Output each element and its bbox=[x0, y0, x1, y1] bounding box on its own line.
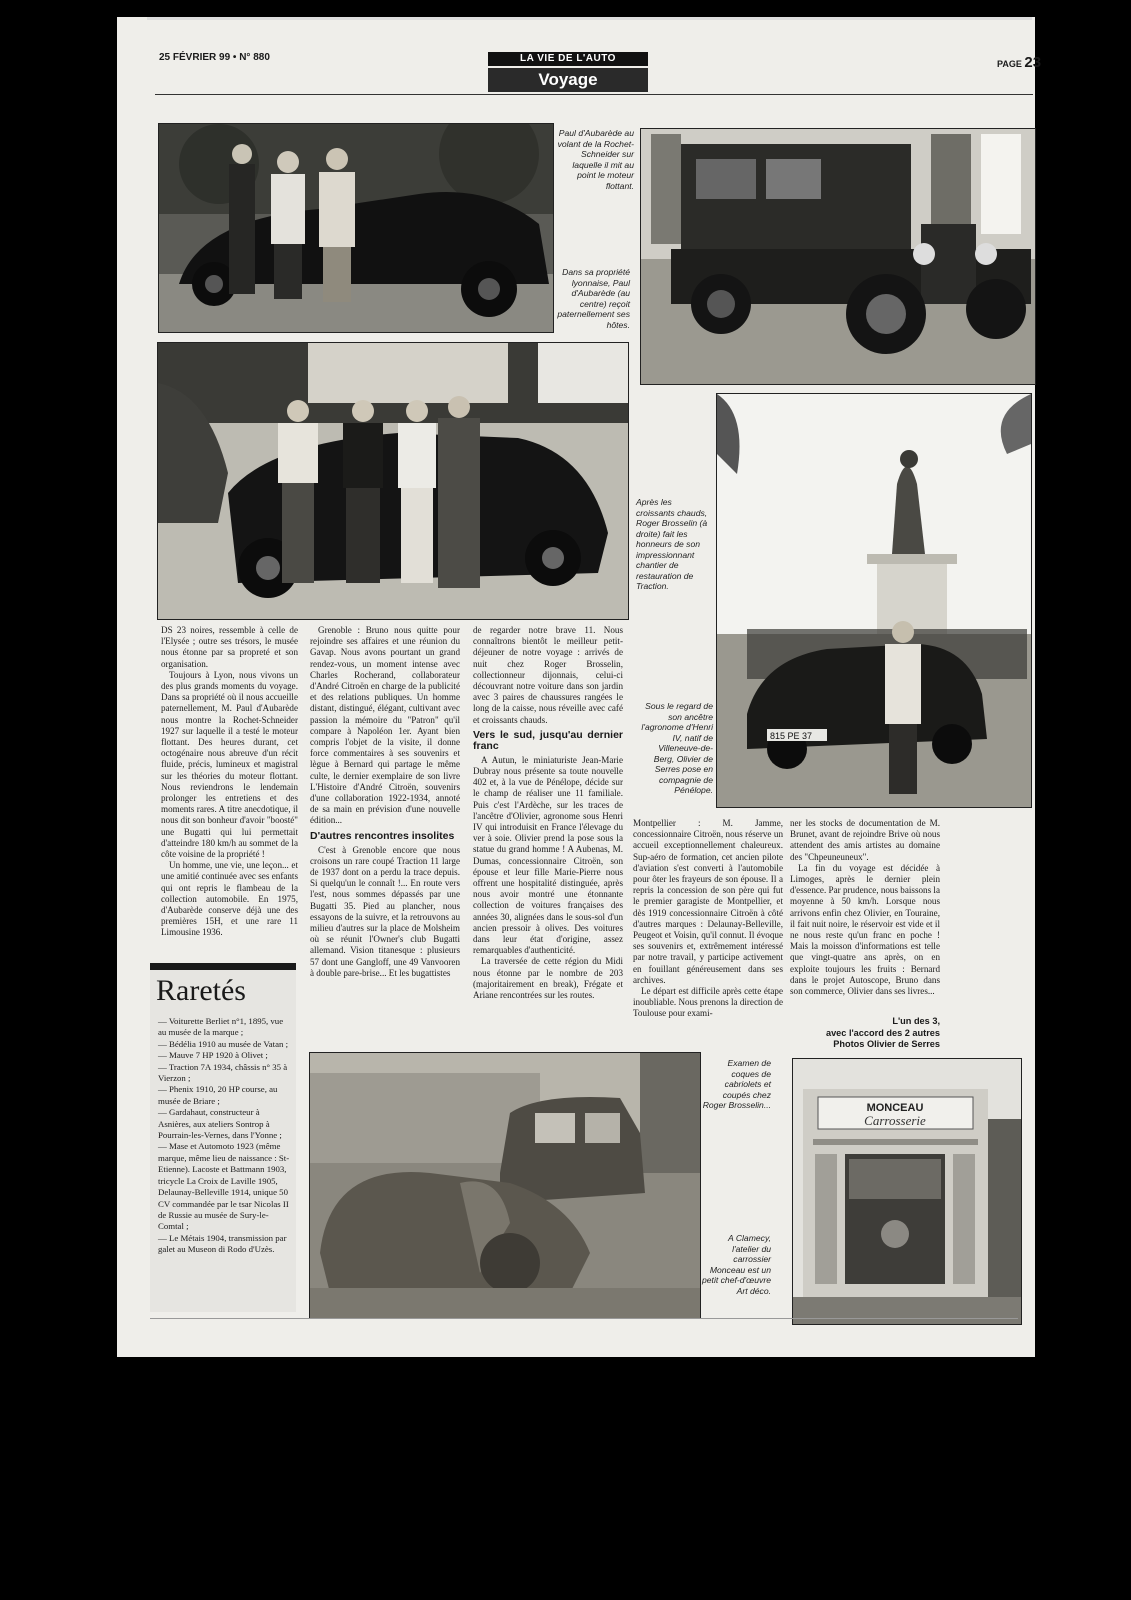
col2-paragraph-1: Grenoble : Bruno nous quitte pour rejoindre ses affaires et une réunion du Gavap. Nous avons pourtant un grand rendez-vous, un moment intense avec Charles Rocherand, collaborateur d'André Citroën en charge de la publicité et des relations publiques. Un homme distant, distingué, élégant, cultivant avec passion la mémoire du "Patron" qu'il compare à Napoléon 1er. Ayant bien compris l'objet de la visite, il donne force commentaires à ses souvenirs et lègue à Bernard qui partage le même culte, le dernier exemplaire de son livre L'Histoire d'André Citroën, souvenirs d'une collaboration 1922-1934, annoté de sa main en prévision d'une nouvelle édition... bbox=[310, 625, 460, 826]
sidebar-title: Raretés bbox=[156, 974, 246, 1007]
list-item: — Le Métais 1904, transmission par galet au Museon di Rodo d'Uzès. bbox=[158, 1232, 287, 1255]
garage-sign-top: MONCEAU bbox=[866, 1102, 924, 1114]
caption-rochet: Paul d'Aubarède au volant de la Rochet-Schneider sur laquelle il mit au point le moteur flottant. bbox=[557, 128, 634, 191]
col1-paragraph-3: Un homme, une vie, une leçon... et une amitié continuée avec ses enfants qui ont repris le flambeau de la collection automobile. En 1975, d'Aubarède conserve déjà une des premières 15H, et une rare 11 Limousine 1936. bbox=[161, 860, 298, 938]
garage-sign-bottom: Carrosserie bbox=[864, 1113, 926, 1128]
license-plate: 815 PE 37 bbox=[770, 731, 813, 741]
list-item: — Traction 7A 1934, châssis n° 35 à Vierzon ; bbox=[158, 1061, 288, 1084]
signature-line-3: Photos Olivier de Serres bbox=[833, 1039, 940, 1050]
col1-paragraph-2: Toujours à Lyon, nous vivons un des plus grands moments du voyage. Dans sa propriété où il nous accueille paternellement, M. Paul d'Aubarède nous montre la Rochet-Schneider 1927 sur laquelle il a testé le moteur flottant. Des heures durant, cet octogénaire nous abreuve d'un récit fluide, précis, lumineux et magistral sur les théories du moteur flottant. Nous reviendrons le lendemain prolonger les entretiens et des moments rares. A titre anecdotique, il nous dit son bonheur d'avoir "boosté" une Bugatti qui lui permettait d'atteindre 180 km/h au sommet de la côte voisine de la propriété ! bbox=[161, 669, 298, 860]
list-item: — Voiturette Berliet n°1, 1895, vue au musée de la marque ; bbox=[158, 1016, 284, 1038]
photo-rochet-schneider bbox=[640, 128, 1036, 385]
list-item: — Gardahaut, constructeur à Asnières, aux ateliers Sontrop à Pourrain-les-Vernes, dans l'Yonne ; bbox=[158, 1107, 282, 1141]
author-signature bbox=[790, 1016, 940, 1051]
signature-line-2: avec l'accord des 2 autres bbox=[825, 1027, 940, 1038]
col5-paragraph-2: La fin du voyage est décidée à Limoges, après le dernier plein d'essence. Par prudence, nous baissons la moyenne à 50 km/h. Lorsque nous arrivons enfin chez Olivier, en Touraine, il fait nuit noire, le réservoir est vide et il ne nous reste qu'un franc en poche ! Mais la moisson d'informations est telle que vingt-quatre ans après, on en exploite toujours les fruits : Bernard dans le projet Autoscope, Bruno dans son commerce, Olivier dans ses livres... bbox=[790, 862, 940, 997]
raretes-sidebar bbox=[150, 963, 296, 1312]
page-edge bbox=[147, 17, 1032, 20]
photo-aubarede-group bbox=[158, 123, 554, 333]
caption-brosselin: Après les croissants chauds, Roger Brosselin (à droite) fait les honneurs de son impressionnant chantier de restauration de Traction. bbox=[636, 497, 708, 591]
list-item: — Bédélia 1910 au musée de Vatan ; bbox=[158, 1038, 289, 1049]
article-column-2 bbox=[310, 625, 460, 979]
photo-car-shells bbox=[309, 1052, 701, 1319]
photo-brosselin-group bbox=[157, 342, 629, 620]
col3-paragraph-2: A Autun, le miniaturiste Jean-Marie Dubray nous présente sa toute nouvelle 402 et, à la vue de Pénélope, décide sur le champ de réaliser une 11 familiale. Puis c'est l'Ardèche, sur les traces de l'ancêtre d'Olivier, agronome sous Henri IV qui introduisit en France l'élevage du ver à soie. Olivier prend la pose sous la statue du grand homme ! A Aubenas, M. Dumas, concessionnaire Citroën, son épouse et leur fille Marie-Pierre nous offrent une hospitalité distinguée, après nous avoir montré une étonnante collection de voitures françaises des années 30, alignées dans le sous-sol d'un ancien pressoir à olives. Des voitures dans leur état d'origine, assez remarquables d'authenticité. bbox=[473, 754, 623, 956]
col2-paragraph-2: C'est à Grenoble encore que nous croisons un rare coupé Traction 11 large de 1937 dont on a perdu la trace depuis. Si quelqu'un le connaît !... En route vers l'est, nous sommes dépassés par une Bugatti 35. Pied au plancher, nous essayons de la suivre, et la retrouvons au milieu d'autres sur la place de Molsheim où se réunit l'Owner's club Bugatti allemand. Vision titanesque : plusieurs 57 dont une Gangloff, une 49 Vanvooren à double pare-brise... Et les bugattistes bbox=[310, 844, 460, 978]
subheading-vers-le-sud: Vers le sud, jusqu'au dernier franc bbox=[473, 728, 623, 752]
list-item: — Mauve 7 HP 1920 à Olivet ; bbox=[158, 1050, 268, 1061]
list-item: — Mase et Automoto 1923 (même marque, même lieu de naissance : St-Etienne). Lacoste et Battmann 1903, tricycle La Croix de Laville 1905, Delaunay-Belleville 1914, unique 50 CV commandée par le tsar Nicolas II de Russie au musée de Sury-le-Comtal ; bbox=[158, 1141, 290, 1232]
section-kicker: LA VIE DE L'AUTO bbox=[488, 52, 648, 66]
page-number bbox=[997, 54, 1041, 71]
article-column-4 bbox=[633, 818, 783, 1020]
col4-paragraph-2: Le départ est difficile après cette étape inoubliable. Nous prenons la direction de Toulouse pour exami- bbox=[633, 986, 784, 1019]
page-number-value: 23 bbox=[1024, 54, 1042, 71]
bottom-rule bbox=[150, 1318, 1018, 1319]
caption-property: Dans sa propriété lyonnaise, Paul d'Aubarède (au centre) reçoit paternellement ses hôtes. bbox=[557, 267, 630, 330]
photo-monceau-carrosserie bbox=[792, 1058, 1022, 1325]
article-column-3 bbox=[473, 625, 623, 1001]
signature-line-1: L'un des 3, bbox=[892, 1016, 940, 1026]
col3-paragraph-3: La traversée de cette région du Midi nous étonne par le nombre de 203 (majoritairement en break), Frégate et Ariane rencontrées sur les routes. bbox=[473, 956, 623, 1001]
raretes-list bbox=[150, 1016, 296, 1256]
issue-date: 25 FÉVRIER 99 • N° 880 bbox=[159, 52, 270, 63]
sidebar-top-bar bbox=[150, 963, 296, 970]
article-column-1 bbox=[161, 625, 298, 939]
col3-paragraph-1: de regarder notre brave 11. Nous connaîtrons bientôt le meilleur petit-déjeuner de notre voyage : arrivés de nuit chez Roger Brosselin, collectionneur dijonnais, celui-ci découvrant notre voiture dans son jardin avec 3 paires de chaussures rangées le long de la caisse, nous réveille avec café et croissants chauds. bbox=[473, 625, 623, 725]
list-item: — Phenix 1910, 20 HP course, au musée de Briare ; bbox=[158, 1084, 278, 1106]
subheading-rencontres: D'autres rencontres insolites bbox=[310, 829, 455, 842]
caption-henri-iv: Sous le regard de son ancêtre l'agronome d'Henri IV, natif de Villeneuve-de-Berg, Olivier de Serres pose en compagnie de Pénélope. bbox=[641, 701, 713, 795]
caption-clamecy: A Clamecy, l'atelier du carrossier Monceau est un petit chef-d'œuvre Art déco. bbox=[702, 1233, 771, 1296]
col1-paragraph-1: DS 23 noires, ressemble à celle de l'Elysée ; outre ses trésors, le musée nous étonne par sa propreté et son organisation. bbox=[161, 625, 298, 669]
photo-olivier-de-serres-statue bbox=[716, 393, 1032, 808]
col5-paragraph-1: ner les stocks de documentation de M. Brunet, avant de rejoindre Brive où nous attendent des amis artistes au domaine des "Chpeuneuneux". bbox=[790, 818, 940, 862]
caption-coques: Examen de coques de cabriolets et coupés chez Roger Brosselin... bbox=[702, 1058, 771, 1110]
col4-paragraph-1: Montpellier : M. Jamme, concessionnaire Citroën, nous réserve un accueil exceptionnellement chaleureux. Sup-aéro de formation, cet ancien pilote d'aviation s'est converti à l'automobile pour ôter les frayeurs de son épouse. Il a repris la concession de son père qui fut le premier garagiste de Montpellier, et dès 1919 concessionnaire Citroën à côté d'autres marques : Delaunay-Belleville, Peugeot et Voisin, qu'il connut. Il évoque ses souvenirs et, extrêmement intéressé par notre travail, y participe activement en fouillant généreusement dans ses archives. bbox=[633, 818, 783, 985]
section-title: Voyage bbox=[488, 68, 648, 92]
article-column-5 bbox=[790, 818, 940, 997]
header-rule bbox=[155, 94, 1033, 95]
page-label: PAGE bbox=[997, 59, 1022, 69]
